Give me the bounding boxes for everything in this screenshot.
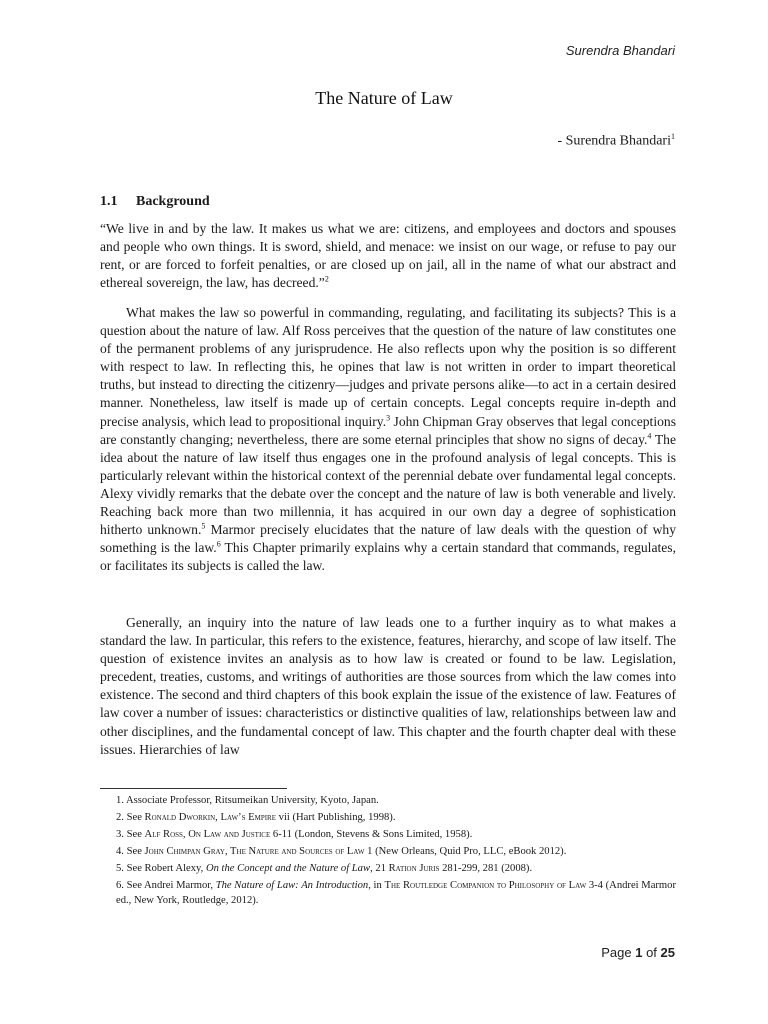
footnote-title: On the Concept and the Nature of Law (205, 862, 371, 874)
total-pages: 25 (660, 945, 675, 960)
footnote-6 (100, 878, 676, 909)
footnote-text: vii (Hart Publishing, 1998). (278, 811, 396, 823)
footnote-text: 2. See (116, 811, 142, 823)
footnote-ref[interactable]: 6 (216, 539, 221, 549)
footnote-text: , 21 (370, 862, 386, 874)
footnote-ref[interactable]: 1 (671, 132, 675, 141)
paragraph-text: “We live in and by the law. It makes us what we are: citizens, and employees and doctors and spouses and people who own things. It is sword, shield, and menace: we insist on our wage, or refuse to pay our rent, or are forced to forfeit penalties, or are closed up on jail, all in the name of what our abstract and ethereal sovereign, the law, has decreed.” (100, 221, 676, 291)
footnote-text: 1. Associate Professor, Ritsumeikan University, Kyoto, Japan. (116, 795, 379, 806)
footnote-citation: Alf Ross, On Law and Justice (144, 828, 271, 840)
footnote-ref[interactable]: 3 (386, 413, 391, 423)
author-byline (557, 132, 675, 150)
footnote-text: 4. See (116, 845, 142, 857)
current-page: 1 (635, 945, 643, 960)
paragraph-quote (100, 220, 676, 292)
paragraph-text: This Chapter primarily explains why a certain standard that commands, regulates, or facilitates its subjects is called the law. (100, 540, 676, 574)
page-number (601, 945, 675, 960)
paragraph-text: John Chipman Gray observes that legal conceptions are constantly changing; nevertheless, there are some eternal principles that show no signs of decay. (100, 413, 676, 447)
running-header-author: Surendra Bhandari (565, 43, 675, 58)
footnote-title: The Nature of Law: An Introduction (215, 879, 369, 891)
footnote-ref[interactable]: 2 (324, 274, 329, 284)
section-heading (100, 194, 210, 210)
footnote-2 (100, 810, 676, 825)
paragraph-text: Marmor precisely elucidates that the nature of law deals with the question of why something is the law. (100, 522, 676, 556)
footnote-citation: Ration Juris (388, 862, 440, 874)
paragraph-text: Generally, an inquiry into the nature of law leads one to a further inquiry as to what makes a standard the law. In particular, this refers to the existence, features, hierarchy, and scope of law itself. The question of existence invites an analysis as to how law is created or found to be law. Legislation, precedent, treaties, customs, and writings of authorities are those sources from which the law comes into existence. The second and third chapters of this book explain the issue of the existence of law. Features of law cover a number of issues: characteristics or distinctive qualities of law, relationships between law and other disciplines, and the fundamental concept of law. This chapter and the fourth chapter deal with these issues. Hierarchies of law (100, 615, 676, 757)
paragraph-text: The idea about the nature of law itself thus engages one in the profound analysis of legal concepts. This is particularly relevant within the historical context of the perennial debate over fundamental legal concepts. Alexy vividly remarks that the debate over the concept and the nature of law is both venerable and lively. Reaching back more than two millennia, it has acquired in our own day a degree of sophistication hitherto unknown. (100, 431, 676, 538)
paragraph-inquiry (100, 614, 676, 759)
footnote-citation: Ronald Dworkin, Law’s Empire (144, 811, 276, 823)
footnote-5 (100, 861, 676, 876)
section-title: Background (136, 194, 210, 209)
footnote-text: 6-11 (London, Stevens & Sons Limited, 1958). (272, 828, 473, 840)
footnotes-list (100, 793, 676, 910)
paragraph-nature-of-law (100, 304, 676, 575)
footnote-text: 3. See (116, 828, 142, 840)
paragraph-text: What makes the law so powerful in commanding, regulating, and facilitating its subjects? This is a question about the nature of law. Alf Ross perceives that the question of the nature of law constitutes one of the permanent problems of any jurisprudence. He also reflects upon why the position is so different with respect to law. In reflecting this, he opines that law is not written in order to impart theoretical truths, but instead to directing the citizenry—judges and private persons alike—to act in a certain desired manner. Nonetheless, law itself is made up of certain concepts. Legal concepts require in-depth and precise analysis, which lead to propositional inquiry. (100, 305, 676, 429)
footnote-citation: The Routledge Companion to Philosophy of Law (384, 879, 587, 891)
footnote-text: , in (368, 879, 382, 891)
footnote-citation: John Chimpan Gray, The Nature and Sources of Law (144, 845, 365, 857)
footnote-text: 1 (New Orleans, Quid Pro, LLC, eBook 2012). (367, 845, 567, 857)
footnote-4 (100, 844, 676, 859)
byline-text: - Surendra Bhandari (557, 133, 671, 149)
page-title: The Nature of Law (315, 88, 453, 108)
section-number: 1.1 (100, 194, 118, 209)
footnote-text: 5. See Robert Alexy, (116, 862, 204, 874)
footnote-text: 3-4 (Andrei Marmor ed., New York, Routledge, 2012). (116, 879, 676, 906)
footnote-ref[interactable]: 5 (201, 521, 206, 531)
footnote-divider (100, 788, 287, 789)
footnote-ref[interactable]: 4 (647, 431, 652, 441)
page-of-label: of (646, 945, 657, 960)
footnote-text: 6. See Andrei Marmor, (116, 879, 214, 891)
footnote-1 (100, 793, 676, 808)
footnote-3 (100, 827, 676, 842)
page-label: Page (601, 945, 632, 960)
footnote-text: 281-299, 281 (2008). (442, 862, 533, 874)
